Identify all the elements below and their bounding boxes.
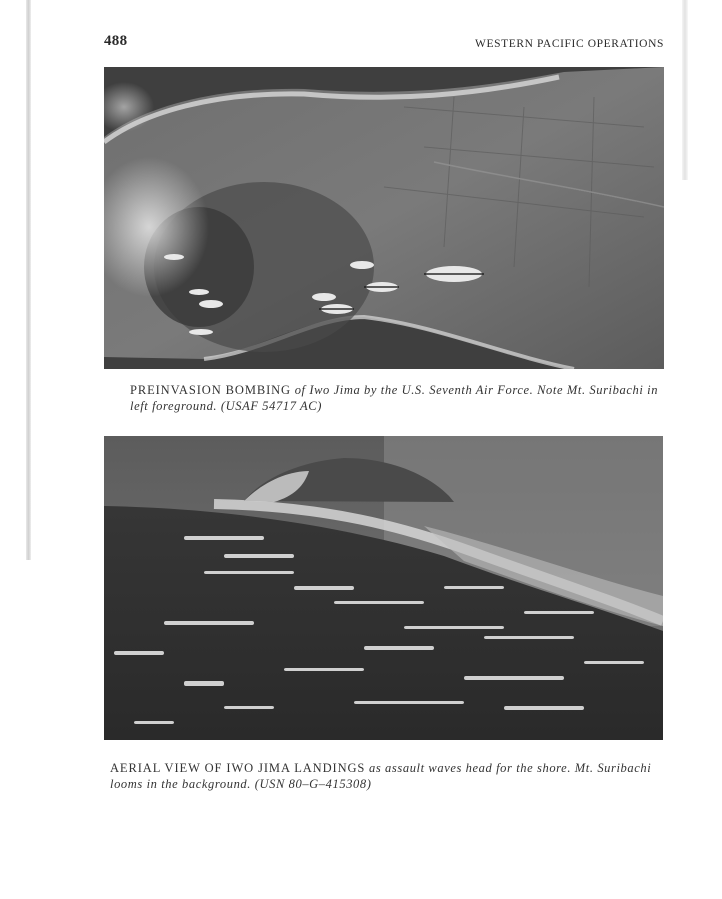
caption-lead: PREINVASION BOMBING [130,383,291,397]
caption-text: as assault waves head for the shore. Mt. Suribachi looms in the background. (USN 80–G–415308) [110,761,652,791]
iwo-jima-landings-photo [104,436,663,740]
caption-text: of Iwo Jima by the U.S. Seventh Air Force. Note Mt. Suribachi in left foreground. (USAF 54717 AC) [130,383,659,413]
photo-caption-landings [110,760,655,792]
page-binding-shadow [26,0,31,560]
page-edge-shadow [682,0,688,180]
running-title: WESTERN PACIFIC OPERATIONS [475,38,664,50]
caption-lead: AERIAL VIEW OF IWO JIMA LANDINGS [110,761,366,775]
photo-caption-bombing [130,382,678,414]
preinvasion-bombing-photo [104,67,664,369]
page-number: 488 [104,33,128,49]
